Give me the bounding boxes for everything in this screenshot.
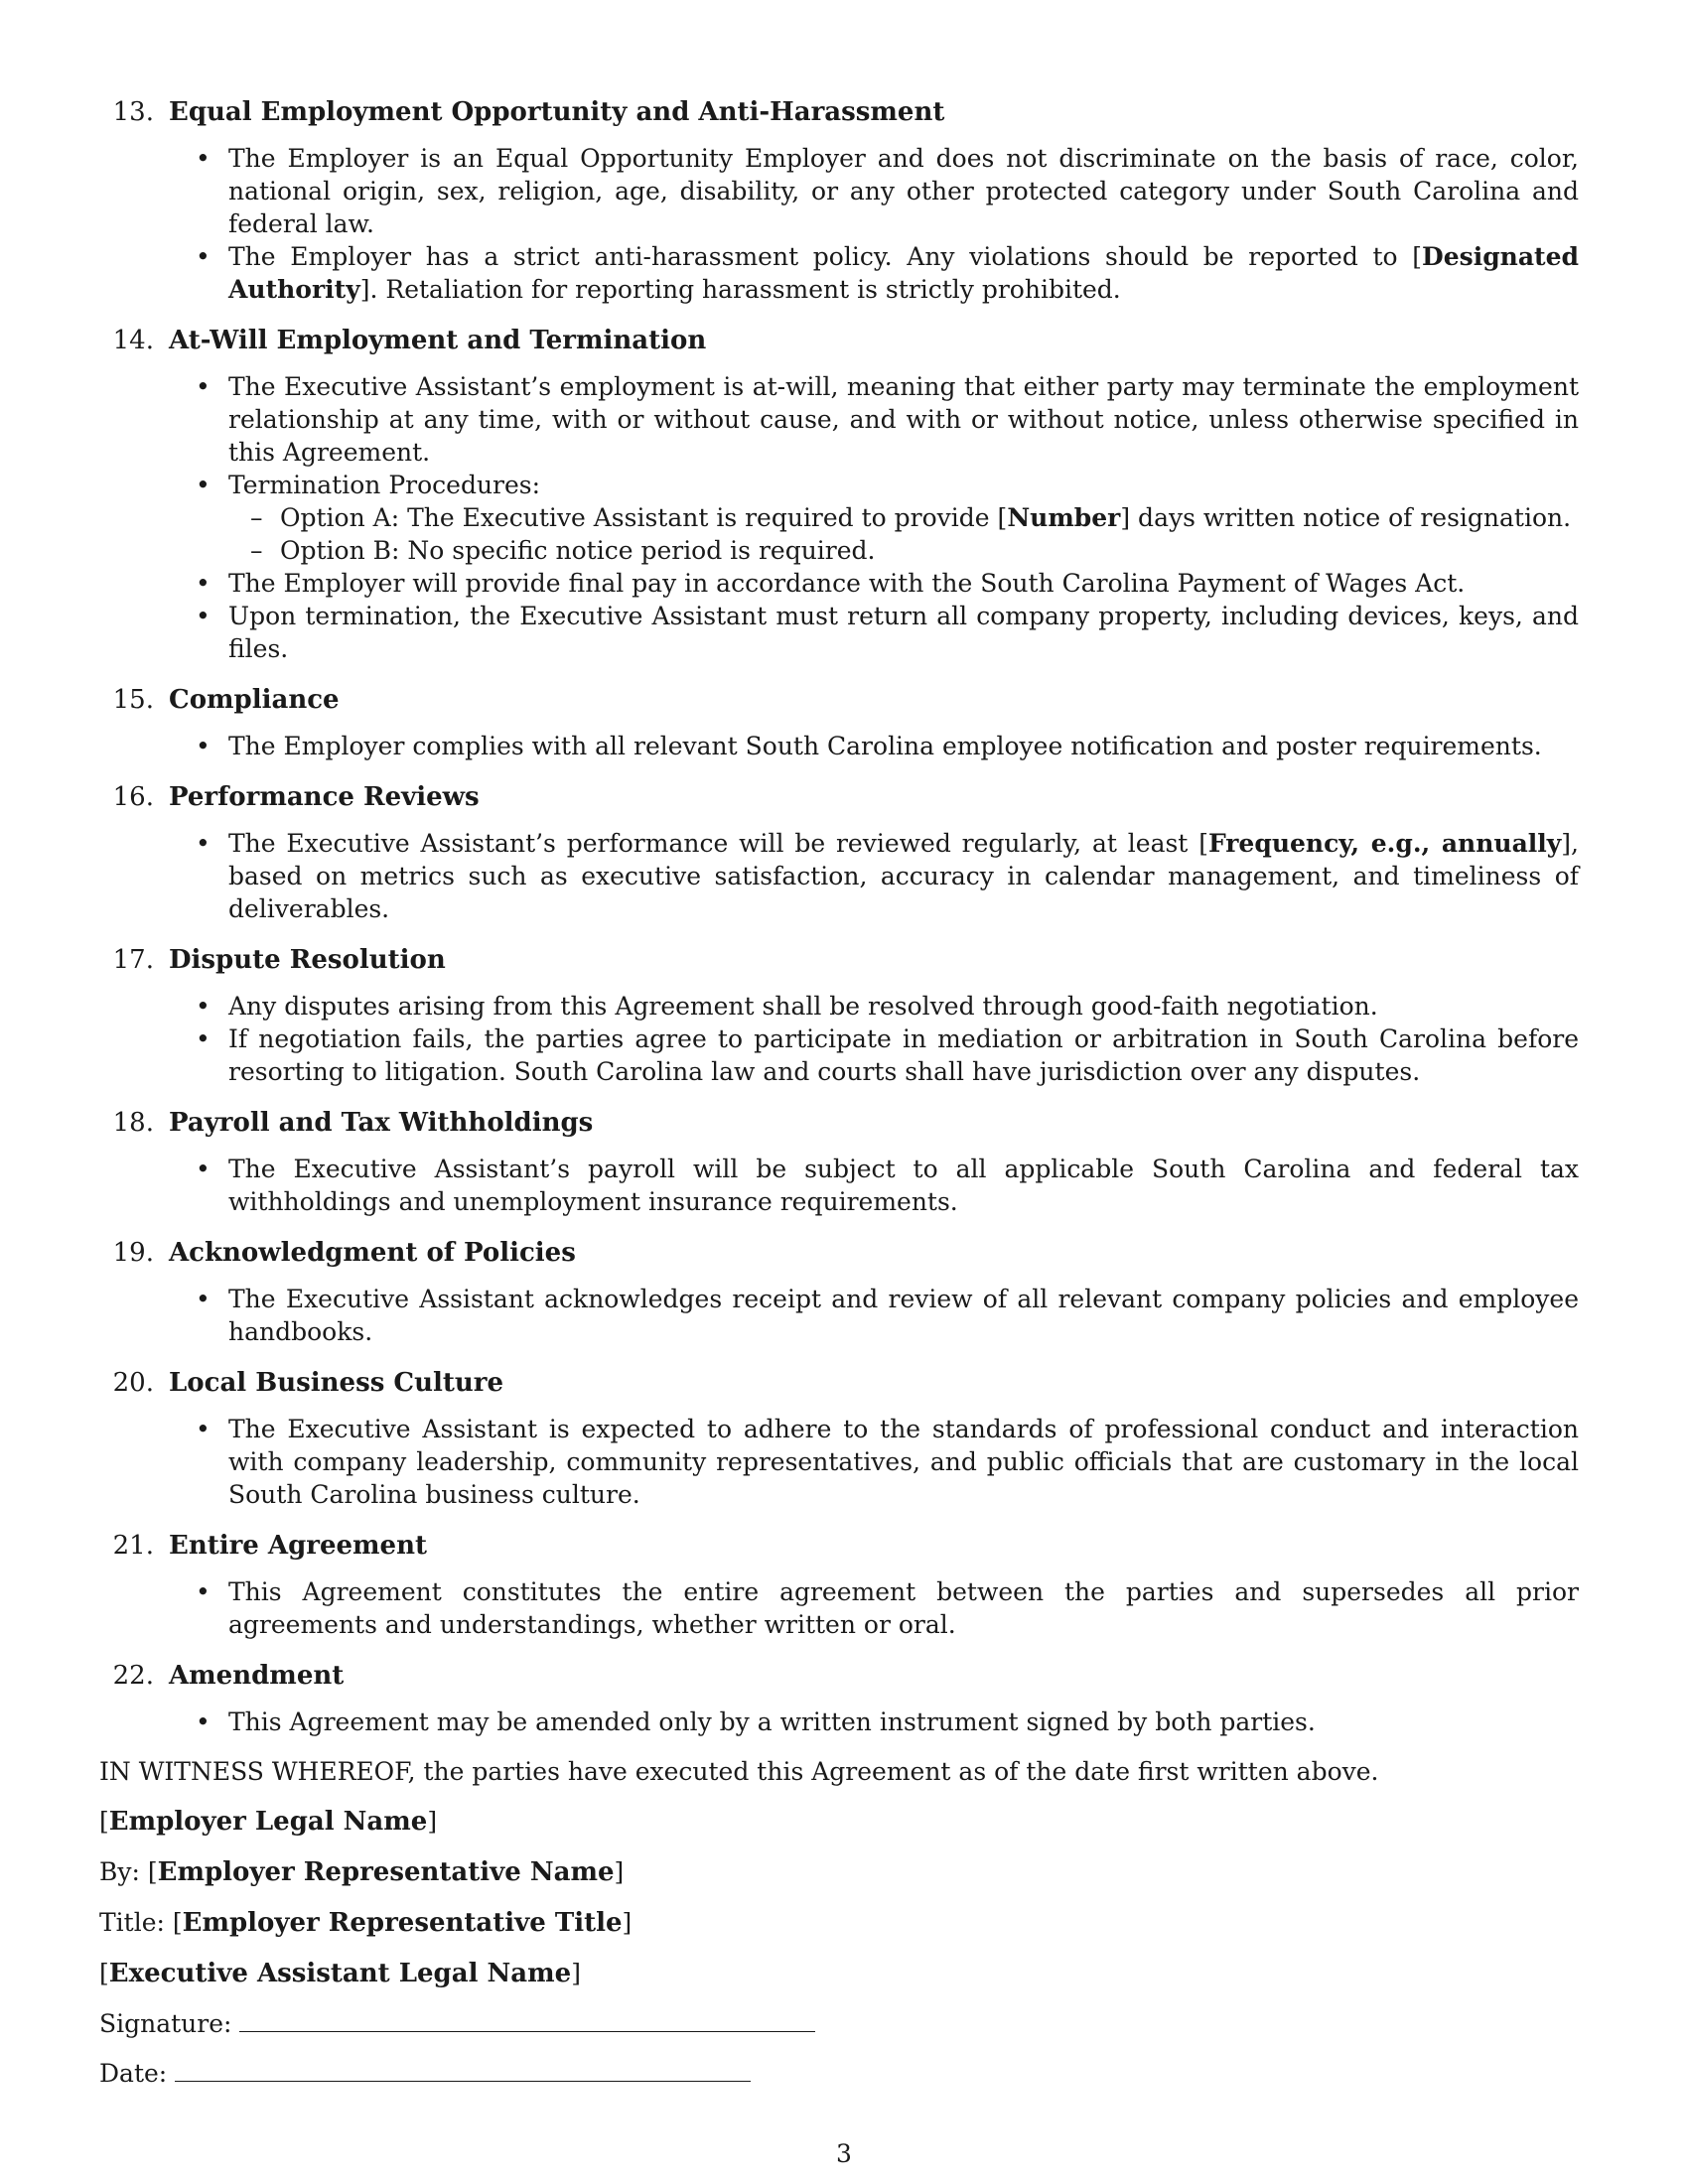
section-heading bbox=[99, 94, 1589, 130]
bullet-list bbox=[99, 1413, 1589, 1511]
section-number: 19. bbox=[112, 1238, 154, 1268]
placeholder-field: Executive Assistant Legal Name bbox=[108, 1959, 572, 1988]
text: Option A: The Executive Assistant is required to provide [ bbox=[280, 503, 1008, 532]
text: The Executive Assistant’s performance will be reviewed regularly, at least [ bbox=[228, 829, 1208, 858]
section-heading bbox=[99, 1528, 1589, 1564]
bullet-list bbox=[99, 1575, 1589, 1641]
section-heading bbox=[99, 1235, 1589, 1271]
sub-list bbox=[228, 501, 1579, 567]
list-item bbox=[228, 469, 1589, 567]
list-item: • If negotiation fails, the parties agree to participate in mediation or arbitration in South Carolina before resorting to litigation. South Carolina law and courts shall have jurisdiction over any disputes. bbox=[228, 1023, 1589, 1088]
section-number: 17. bbox=[112, 945, 154, 975]
text: Termination Procedures: bbox=[228, 471, 541, 499]
bullet-list bbox=[99, 1706, 1589, 1738]
section-heading bbox=[99, 1658, 1589, 1694]
witness-clause: IN WITNESS WHEREOF, the parties have executed this Agreement as of the date first written above. bbox=[99, 1757, 1379, 1786]
section-heading bbox=[99, 779, 1589, 815]
section-15 bbox=[99, 682, 1589, 762]
document-page bbox=[99, 94, 1589, 2090]
section-heading bbox=[99, 323, 1589, 358]
bullet-list bbox=[99, 370, 1589, 665]
list-item: • This Agreement may be amended only by a written instrument signed by both parties. bbox=[228, 1706, 1589, 1738]
list-item: • The Employer will provide final pay in accordance with the South Carolina Payment of Wages Act. bbox=[228, 567, 1589, 600]
representative-name-line: By: [Employer Representative Name] bbox=[99, 1857, 625, 1887]
bullet-list bbox=[99, 142, 1589, 306]
section-heading bbox=[99, 1105, 1589, 1141]
placeholder-field: Number bbox=[1007, 503, 1121, 532]
list-item: • Upon termination, the Executive Assistant must return all company property, including devices, keys, and files. bbox=[228, 600, 1589, 665]
section-title: Amendment bbox=[169, 1661, 345, 1691]
list-item bbox=[228, 240, 1589, 306]
list-item bbox=[228, 827, 1589, 925]
section-number: 13. bbox=[112, 97, 154, 127]
bullet-list bbox=[99, 990, 1589, 1088]
list-item: • The Executive Assistant’s employment is at-will, meaning that either party may terminate the employment relationship at any time, with or without cause, and with or without notice, unless otherwise specified in this Agreement. bbox=[228, 370, 1589, 469]
text: The Employer has a strict anti-harassment policy. Any violations should be reported to [ bbox=[228, 242, 1423, 271]
list-item: • The Executive Assistant acknowledges receipt and review of all relevant company policies and employee handbooks. bbox=[228, 1283, 1589, 1348]
section-title: Dispute Resolution bbox=[169, 945, 446, 975]
list-item: • The Employer is an Equal Opportunity Employer and does not discriminate on the basis of race, color, national origin, sex, religion, age, disability, or any other protected category under South Carolina and federal law. bbox=[228, 142, 1589, 240]
section-title: Equal Employment Opportunity and Anti-Harassment bbox=[169, 97, 945, 127]
section-title: At-Will Employment and Termination bbox=[169, 326, 707, 355]
list-item: • The Employer complies with all relevant South Carolina employee notification and poster requirements. bbox=[228, 730, 1589, 762]
list-item: • Any disputes arising from this Agreement shall be resolved through good-faith negotiation. bbox=[228, 990, 1589, 1023]
section-22 bbox=[99, 1658, 1589, 1738]
section-14 bbox=[99, 323, 1589, 665]
sub-list-item bbox=[280, 501, 1579, 534]
section-19 bbox=[99, 1235, 1589, 1348]
section-number: 20. bbox=[112, 1368, 154, 1398]
date-blank[interactable] bbox=[175, 2057, 751, 2082]
section-number: 18. bbox=[112, 1108, 154, 1138]
bullet-list bbox=[99, 1153, 1589, 1218]
page-number: 3 bbox=[836, 2139, 852, 2168]
section-heading bbox=[99, 1365, 1589, 1401]
section-number: 21. bbox=[112, 1531, 154, 1561]
section-20 bbox=[99, 1365, 1589, 1511]
date-line bbox=[99, 2057, 1589, 2090]
section-title: Local Business Culture bbox=[169, 1368, 504, 1398]
section-13 bbox=[99, 94, 1589, 306]
section-21 bbox=[99, 1528, 1589, 1641]
placeholder-field: Employer Representative Title bbox=[182, 1908, 623, 1938]
section-16 bbox=[99, 779, 1589, 925]
section-title: Acknowledgment of Policies bbox=[169, 1238, 576, 1268]
section-number: 22. bbox=[112, 1661, 154, 1691]
section-heading bbox=[99, 682, 1589, 718]
placeholder-field: Designated Authority bbox=[228, 242, 1579, 304]
text: ]. Retaliation for reporting harassment is strictly prohibited. bbox=[359, 275, 1121, 304]
bullet-list bbox=[99, 1283, 1589, 1348]
placeholder-field: Employer Representative Name bbox=[157, 1857, 615, 1887]
section-heading bbox=[99, 942, 1589, 978]
signature-line bbox=[99, 2007, 1589, 2040]
representative-title-line: Title: [Employer Representative Title] bbox=[99, 1908, 633, 1938]
placeholder-field: Employer Legal Name bbox=[108, 1807, 428, 1837]
section-18 bbox=[99, 1105, 1589, 1218]
signature-label: Signature: bbox=[99, 2009, 232, 2038]
date-label: Date: bbox=[99, 2059, 168, 2088]
list-item: • The Executive Assistant is expected to adhere to the standards of professional conduct and interaction with company leadership, community representatives, and public officials that are customary in the local South Carolina business culture. bbox=[228, 1413, 1589, 1511]
list-item: • This Agreement constitutes the entire agreement between the parties and supersedes all prior agreements and understandings, whether written or oral. bbox=[228, 1575, 1589, 1641]
section-title: Payroll and Tax Withholdings bbox=[169, 1108, 594, 1138]
section-17 bbox=[99, 942, 1589, 1088]
signature-blank[interactable] bbox=[239, 2007, 815, 2032]
bullet-list bbox=[99, 730, 1589, 762]
section-title: Performance Reviews bbox=[169, 782, 480, 812]
section-number: 16. bbox=[112, 782, 154, 812]
section-number: 14. bbox=[112, 326, 154, 355]
sub-list-item: – Option B: No specific notice period is required. bbox=[280, 534, 1579, 567]
list-item: • The Executive Assistant’s payroll will be subject to all applicable South Carolina and federal tax withholdings and unemployment insurance requirements. bbox=[228, 1153, 1589, 1218]
title-label: Title: bbox=[99, 1908, 165, 1937]
text: ], based on metrics such as executive satisfaction, accuracy in calendar management, and timeliness of deliverables. bbox=[228, 829, 1579, 923]
text: ] days written notice of resignation. bbox=[1120, 503, 1572, 532]
section-title: Entire Agreement bbox=[169, 1531, 427, 1561]
section-title: Compliance bbox=[169, 685, 340, 715]
by-label: By: bbox=[99, 1857, 140, 1886]
executive-assistant-name: [Executive Assistant Legal Name] bbox=[99, 1959, 581, 1988]
employer-legal-name: [Employer Legal Name] bbox=[99, 1807, 438, 1837]
section-number: 15. bbox=[112, 685, 154, 715]
placeholder-field: Frequency, e.g., annually bbox=[1207, 829, 1562, 858]
bullet-list bbox=[99, 827, 1589, 925]
